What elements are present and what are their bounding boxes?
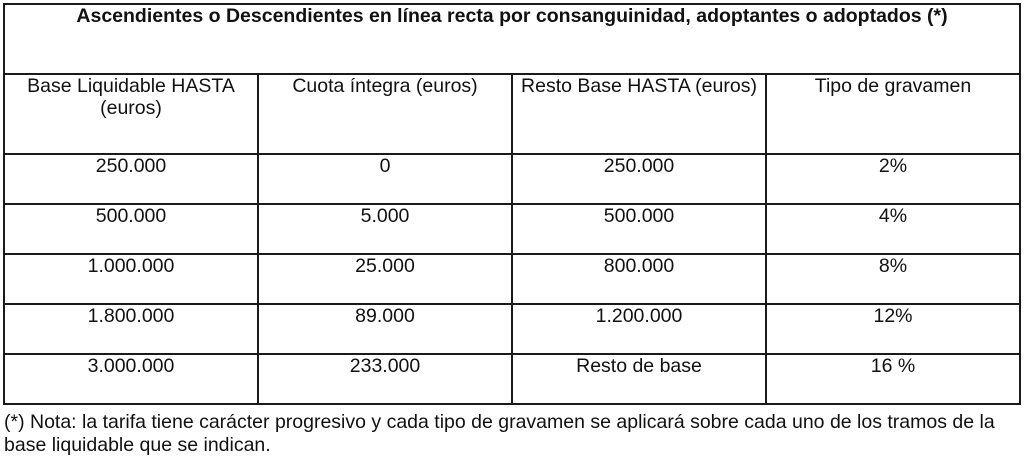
table-row [4, 154, 1020, 204]
cell-resto-base: 800.000 [512, 254, 766, 304]
header-base-liquidable: Base Liquidable HASTA (euros) [4, 74, 258, 154]
table-row [4, 354, 1020, 404]
table-row [4, 304, 1020, 354]
cell-tipo-gravamen: 12% [766, 304, 1020, 354]
cell-resto-base: Resto de base [512, 354, 766, 404]
cell-tipo-gravamen: 2% [766, 154, 1020, 204]
title-row [4, 4, 1020, 74]
cell-cuota-integra: 0 [258, 154, 512, 204]
cell-base-liquidable: 3.000.000 [4, 354, 258, 404]
table-row [4, 254, 1020, 304]
table-title: Ascendientes o Descendientes en línea recta por consanguinidad, adoptantes o adoptados (*) [4, 4, 1020, 74]
cell-tipo-gravamen: 8% [766, 254, 1020, 304]
cell-tipo-gravamen: 4% [766, 204, 1020, 254]
cell-base-liquidable: 500.000 [4, 204, 258, 254]
footnote: (*) Nota: la tarifa tiene carácter progresivo y cada tipo de gravamen se aplicará sobre cada uno de los tramos de la base liquidable que se indican. [4, 411, 995, 456]
cell-resto-base: 1.200.000 [512, 304, 766, 354]
cell-resto-base: 250.000 [512, 154, 766, 204]
header-tipo-gravamen: Tipo de gravamen [766, 74, 1020, 154]
cell-cuota-integra: 5.000 [258, 204, 512, 254]
cell-base-liquidable: 1.800.000 [4, 304, 258, 354]
cell-resto-base: 500.000 [512, 204, 766, 254]
cell-cuota-integra: 89.000 [258, 304, 512, 354]
header-resto-base: Resto Base HASTA (euros) [512, 74, 766, 154]
tax-table-container [3, 3, 1019, 457]
table-row [4, 204, 1020, 254]
header-cuota-integra: Cuota íntegra (euros) [258, 74, 512, 154]
cell-tipo-gravamen: 16 % [766, 354, 1020, 404]
cell-cuota-integra: 25.000 [258, 254, 512, 304]
cell-base-liquidable: 250.000 [4, 154, 258, 204]
header-row [4, 74, 1020, 154]
cell-cuota-integra: 233.000 [258, 354, 512, 404]
tax-rate-table [3, 3, 1021, 405]
cell-base-liquidable: 1.000.000 [4, 254, 258, 304]
